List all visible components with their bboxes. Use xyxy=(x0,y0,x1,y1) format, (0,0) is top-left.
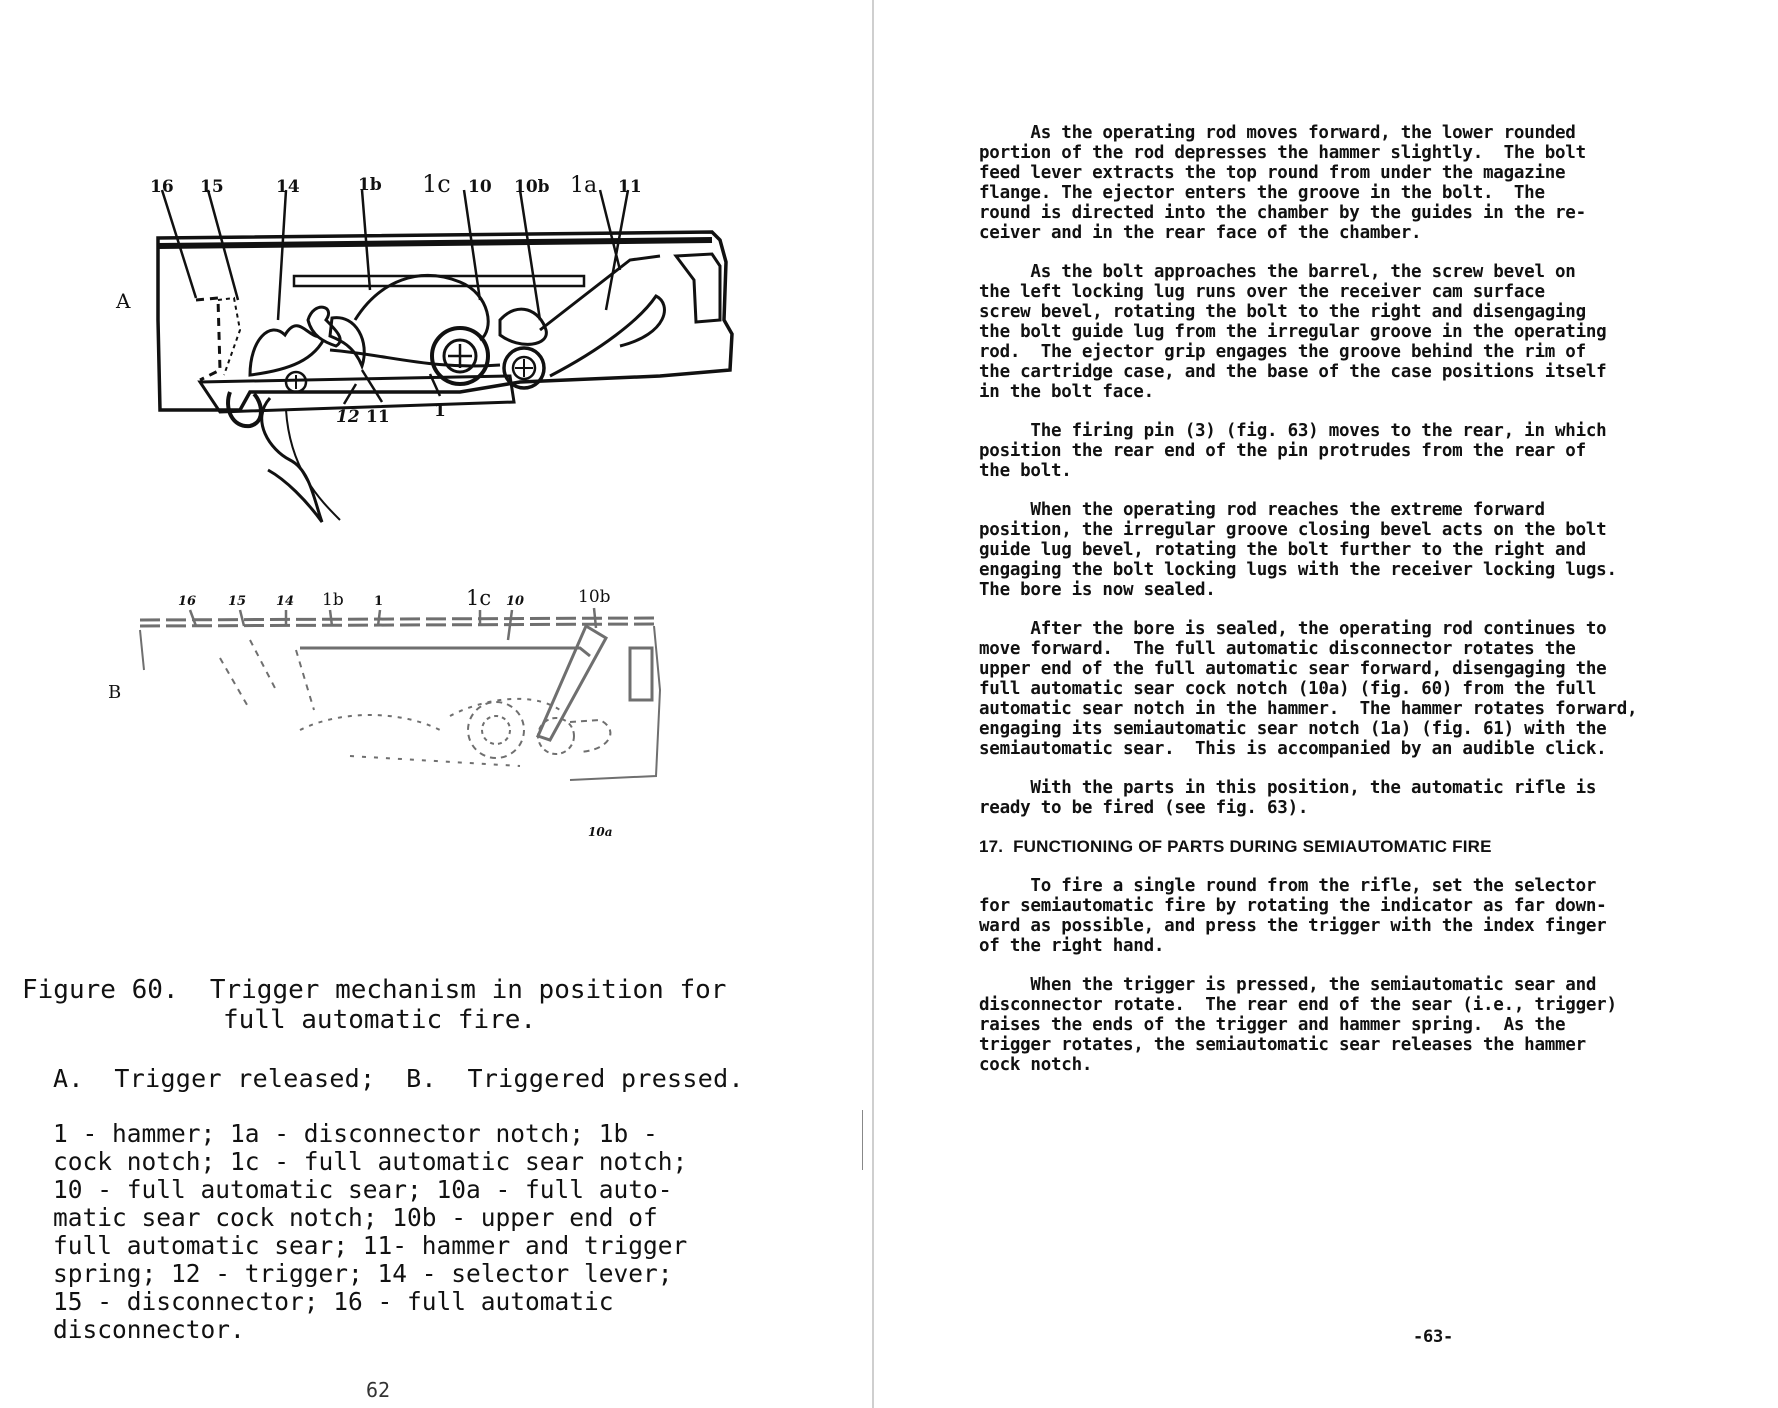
callout-b: 14 xyxy=(276,594,295,609)
text-line: upper end of the full automatic sear forward, disengaging the xyxy=(979,659,1607,679)
text-line: position the rear end of the pin protrudes from the rear of xyxy=(979,441,1586,461)
callout-b: 10a xyxy=(588,825,613,839)
body-paragraph xyxy=(979,778,1769,818)
text-line: engaging the bolt locking lugs with the receiver locking lugs. xyxy=(979,560,1617,580)
body-paragraph xyxy=(979,421,1769,481)
figure-caption xyxy=(22,975,726,1035)
figure-subcaption: A. Trigger released; B. Triggered pressed. xyxy=(53,1064,744,1093)
body-paragraph xyxy=(979,262,1769,402)
text-line: position, the irregular groove closing bevel acts on the bolt xyxy=(979,520,1607,540)
paragraphs-after xyxy=(979,876,1769,1075)
body-paragraph xyxy=(979,500,1769,600)
text-line: When the trigger is pressed, the semiautomatic sear and xyxy=(979,975,1597,995)
body-paragraph xyxy=(979,619,1769,759)
legend-line: 1 - hammer; 1a - disconnector notch; 1b - xyxy=(53,1119,658,1148)
text-line: in the bolt face. xyxy=(979,382,1154,402)
callout-a: 1 xyxy=(434,401,446,421)
panel-a-label: A xyxy=(116,289,131,313)
callout-a: 11 xyxy=(366,407,390,427)
text-line: When the operating rod reaches the extreme forward xyxy=(979,500,1545,520)
callout-a: 10 xyxy=(468,177,492,197)
text-line: for semiautomatic fire by rotating the indicator as far down- xyxy=(979,896,1607,916)
body-paragraph xyxy=(979,123,1769,243)
legend-line: matic sear cock notch; 10b - upper end of xyxy=(53,1203,658,1232)
callout-a: 1c xyxy=(422,170,451,198)
left-page xyxy=(0,0,870,1408)
text-line: To fire a single round from the rifle, set the selector xyxy=(979,876,1597,896)
section-paragraph xyxy=(979,876,1769,956)
text-line: ward as possible, and press the trigger with the index finger xyxy=(979,916,1607,936)
text-line: the cartridge case, and the base of the case positions itself xyxy=(979,362,1607,382)
legend-line: cock notch; 1c - full automatic sear notch; xyxy=(53,1147,688,1176)
text-line: With the parts in this position, the automatic rifle is xyxy=(979,778,1597,798)
callout-a: 1a xyxy=(570,173,598,198)
callout-a: 16 xyxy=(150,177,174,197)
page-number-left: 62 xyxy=(366,1378,391,1402)
trigger-mechanism-drawing xyxy=(100,170,780,890)
panel-a-drawing xyxy=(158,190,732,522)
legend-line: spring; 12 - trigger; 14 - selector lever; xyxy=(53,1259,673,1288)
text-line: raises the ends of the trigger and hammer spring. As the xyxy=(979,1015,1566,1035)
text-line: ceiver and in the rear face of the chamber. xyxy=(979,223,1422,243)
text-line: The firing pin (3) (fig. 63) moves to the rear, in which xyxy=(979,421,1607,441)
text-line: the bolt guide lug from the irregular groove in the operating xyxy=(979,322,1607,342)
text-line: automatic sear notch in the hammer. The hammer rotates forward, xyxy=(979,699,1638,719)
text-line: the bolt. xyxy=(979,461,1072,481)
callout-a: 11 xyxy=(618,177,642,197)
callout-a: 14 xyxy=(276,177,300,197)
figure-60-illustration xyxy=(100,170,780,890)
text-line: As the operating rod moves forward, the lower rounded xyxy=(979,123,1576,143)
text-line: of the right hand. xyxy=(979,936,1165,956)
page-number-right: -63- xyxy=(1413,1327,1453,1347)
text-line: ready to be fired (see fig. 63). xyxy=(979,798,1309,818)
legend-line: 10 - full automatic sear; 10a - full auto- xyxy=(53,1175,673,1204)
text-line: The bore is now sealed. xyxy=(979,580,1216,600)
text-line: cock notch. xyxy=(979,1055,1093,1075)
text-line: portion of the rod depresses the hammer slightly. The bolt xyxy=(979,143,1586,163)
body-text xyxy=(979,123,1769,1347)
text-line: full automatic sear cock notch (10a) (fig. 60) from the full xyxy=(979,679,1597,699)
text-line: After the bore is sealed, the operating rod continues to xyxy=(979,619,1607,639)
text-line: guide lug bevel, rotating the bolt further to the right and xyxy=(979,540,1586,560)
text-line: screw bevel, rotating the bolt to the right and disengaging xyxy=(979,302,1586,322)
panel-b-drawing xyxy=(140,608,660,780)
legend-line: disconnector. xyxy=(53,1315,245,1344)
text-line: flange. The ejector enters the groove in the bolt. The xyxy=(979,183,1545,203)
text-line: trigger rotates, the semiautomatic sear releases the hammer xyxy=(979,1035,1586,1055)
text-line: engaging its semiautomatic sear notch (1a) (fig. 61) with the xyxy=(979,719,1607,739)
text-line: round is directed into the chamber by the guides in the re- xyxy=(979,203,1586,223)
text-line: semiautomatic sear. This is accompanied by an audible click. xyxy=(979,739,1607,759)
panel-b-label: B xyxy=(108,682,122,703)
text-line: feed lever extracts the top round from under the magazine xyxy=(979,163,1566,183)
callout-b: 10b xyxy=(578,587,611,607)
caption-line-1: Figure 60. Trigger mechanism in position for xyxy=(22,975,727,1005)
text-line: rod. The ejector grip engages the groove behind the rim of xyxy=(979,342,1586,362)
callout-a: 1b xyxy=(358,175,382,195)
callout-b: 15 xyxy=(228,594,247,609)
callout-b: 1b xyxy=(322,590,344,610)
callout-a: 15 xyxy=(200,177,224,197)
text-line: the left locking lug runs over the receiver cam surface xyxy=(979,282,1545,302)
legend-line: full automatic sear; 11- hammer and trigger xyxy=(53,1231,688,1260)
right-page xyxy=(874,0,1778,1408)
paragraphs-before xyxy=(979,123,1769,818)
caption-line-2: full automatic fire. xyxy=(223,1005,537,1035)
callout-a: 12 xyxy=(336,407,360,427)
text-line: disconnector rotate. The rear end of the sear (i.e., trigger) xyxy=(979,995,1617,1015)
section-heading: 17. FUNCTIONING OF PARTS DURING SEMIAUTOMATIC FIRE xyxy=(979,837,1492,856)
section-paragraph xyxy=(979,975,1769,1075)
legend-line: 15 - disconnector; 16 - full automatic xyxy=(53,1287,614,1316)
callout-b: 1c xyxy=(466,586,492,610)
text-line: move forward. The full automatic disconnector rotates the xyxy=(979,639,1576,659)
callout-a: 10b xyxy=(514,177,550,197)
figure-legend xyxy=(53,1120,823,1344)
callout-b: 10 xyxy=(506,594,525,609)
callout-b: 16 xyxy=(178,594,197,609)
callout-b: 1 xyxy=(374,594,384,609)
text-line: As the bolt approaches the barrel, the screw bevel on xyxy=(979,262,1576,282)
